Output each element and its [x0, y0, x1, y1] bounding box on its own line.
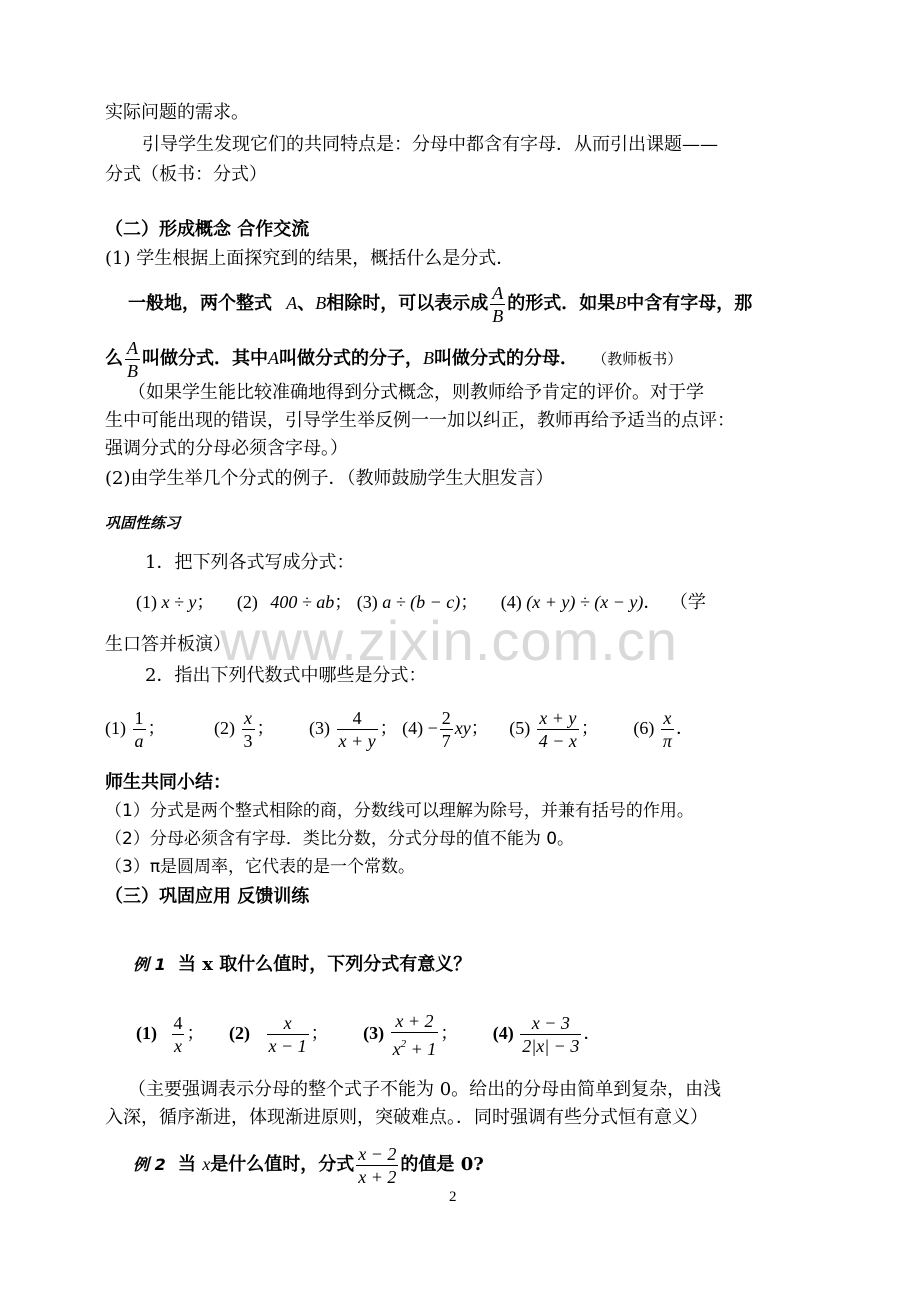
section-heading: （三）巩固应用 反馈训练: [105, 886, 310, 907]
text-line: （如果学生能比较准确地得到分式概念，则教师给予肯定的评价。对于学: [128, 382, 704, 403]
var-A: A: [268, 348, 279, 368]
def-text: 一般地，两个整式: [128, 293, 272, 314]
example-text: 的值是 0?: [400, 1154, 484, 1175]
expression: 400 ÷ ab: [270, 592, 335, 612]
fraction: $\frac{x + y}{4 - x}$: [538, 708, 577, 752]
text-line: (1) 学生根据上面探究到的结果，概括什么是分式．: [105, 248, 515, 269]
summary-item: （3）π是圆周率，它代表的是一个常数。: [105, 857, 416, 877]
def-text: 叫做分式的分子，: [279, 348, 423, 369]
example-1-items: (1) $\frac{4}{x}$ ； (2) $\frac{x}{x - 1}$ ； (3) $\frac{x + 2}{x^2 + 1}$ ； (4) $\frac{x - 3}{2|x| - 3}$ ．: [136, 1010, 602, 1059]
item-label: (3): [309, 718, 330, 738]
example-2-prompt: [133, 1138, 484, 1191]
fraction: $\frac{2}{7}$: [441, 708, 451, 752]
fraction-A-over-B: $\frac{A}{B}$: [127, 337, 138, 381]
def-text: 么: [105, 348, 123, 369]
var-B: B: [423, 348, 434, 368]
var-B: B: [615, 293, 627, 313]
question-2-items: (1) $\frac{1}{a}$ ； (2) $\frac{x}{3}$ ； (3) $\frac{4}{x + y}$ ； (4) − $\frac{2}{7}$ xy； (5) $\frac{x + y}{4 - x}$ ； (6) $\frac{x}{\pi}$ ．: [105, 708, 694, 752]
example-text: 当 x 取什么值时，下列分式有意义？: [178, 954, 472, 975]
item-label: (1): [136, 592, 157, 612]
var-B: B: [315, 293, 327, 313]
text-line: 强调分式的分母必须含字母。）: [105, 438, 348, 459]
consolidation-heading: 巩固性练习: [105, 514, 181, 532]
fraction: $\frac{x + 2}{x^2 + 1}$: [392, 1010, 437, 1059]
var-A: A: [286, 293, 298, 313]
expression: (x + y) ÷ (x − y): [526, 592, 644, 612]
text-fragment: （学: [669, 592, 706, 613]
expression: a ÷ (b − c): [382, 592, 461, 612]
fraction: $\frac{4}{x + y}$: [338, 708, 376, 752]
example-text: 是什么值时，分式: [210, 1154, 355, 1175]
fraction: $\frac{1}{a}$: [134, 708, 144, 752]
summary-heading: 师生共同小结：: [105, 772, 231, 793]
fraction: $\frac{x - 2}{x + 2}$: [358, 1143, 397, 1187]
page-number: 2: [449, 1189, 457, 1205]
fraction: $\frac{x}{3}$: [243, 708, 253, 752]
def-text: 的形式．如果: [507, 293, 616, 314]
def-sep: 、: [297, 293, 316, 314]
text-line: 生中可能出现的错误，引导学生举反例一一加以纠正，教师再给予适当的点评：: [105, 410, 735, 431]
item-label: (1): [136, 1023, 157, 1043]
fraction: $\frac{x}{x - 1}$: [268, 1013, 307, 1057]
teacher-note: （教师板书）: [592, 350, 683, 368]
def-text: 中含有字母，那: [626, 293, 753, 314]
watermark: www.zixin.com.cn: [220, 609, 678, 672]
definition-line-1: [128, 276, 752, 331]
var-x: x: [202, 1154, 211, 1174]
item-label: (4): [402, 718, 424, 738]
text-line: 引导学生发现它们的共同特点是：分母中都含有字母．从而引出课题——: [142, 134, 718, 155]
example-1-prompt: [133, 952, 471, 978]
def-text: 叫做分式．其中: [142, 348, 268, 369]
item-label: (6): [633, 718, 655, 738]
item-label: (3): [356, 592, 378, 612]
question-1-items: (1) x ÷ y； (2) 400 ÷ ab； (3) a ÷ (b − c)； (4) (x + y) ÷ (x − y)． （学: [136, 592, 706, 613]
text-line: （主要强调表示分母的整个式子不能为 0。给出的分母由简单到复杂，由浅: [128, 1079, 722, 1100]
fraction-A-over-B: $\frac{A}{B}$: [492, 282, 504, 326]
summary-item: （1）分式是两个整式相除的商，分数线可以理解为除号，并兼有括号的作用。: [105, 801, 694, 821]
expression: x ÷ y: [161, 592, 197, 612]
item-label: (3): [363, 1023, 385, 1043]
item-label: (4): [500, 592, 522, 612]
fraction: $\frac{x}{\pi}$: [662, 708, 672, 752]
item-label: (5): [509, 718, 531, 738]
fraction: $\frac{x - 3}{2|x| - 3}$: [522, 1013, 580, 1057]
item-label: (2): [214, 718, 235, 738]
text-line: 入深，循序渐进，体现渐进原则，突破难点。．同时强调有些分式恒有意义）: [105, 1107, 708, 1128]
item-label: (2): [229, 1023, 250, 1043]
item-label: (2): [236, 592, 258, 612]
section-heading: （二）形成概念 合作交流: [105, 219, 310, 240]
fraction: $\frac{4}{x}$: [173, 1013, 183, 1057]
def-text: 叫做分式的分母．: [434, 348, 578, 369]
definition-line-2: [105, 331, 682, 386]
def-text: 相除时，可以表示成: [326, 293, 489, 314]
example-label: 例 1: [133, 955, 166, 974]
question-2: 2．指出下列代数式中哪些是分式：: [145, 665, 427, 686]
summary-item: （2）分母必须含有字母．类比分数，分式分母的值不能为 0。: [105, 829, 575, 849]
item-label: (4): [492, 1023, 514, 1043]
expression: xy: [454, 718, 471, 738]
example-label: 例 2: [133, 1155, 166, 1174]
text-line: 分式（板书：分式）: [105, 164, 267, 185]
text-line: (2)由学生举几个分式的例子．（教师鼓励学生大胆发言）: [105, 468, 554, 489]
question-1: 1．把下列各式写成分式：: [145, 552, 355, 573]
item-label: (1): [105, 718, 126, 738]
text-line: 实际问题的需求。: [105, 102, 249, 123]
text-line: 生口答并板演）: [105, 634, 231, 655]
example-text: 当: [178, 1154, 196, 1175]
